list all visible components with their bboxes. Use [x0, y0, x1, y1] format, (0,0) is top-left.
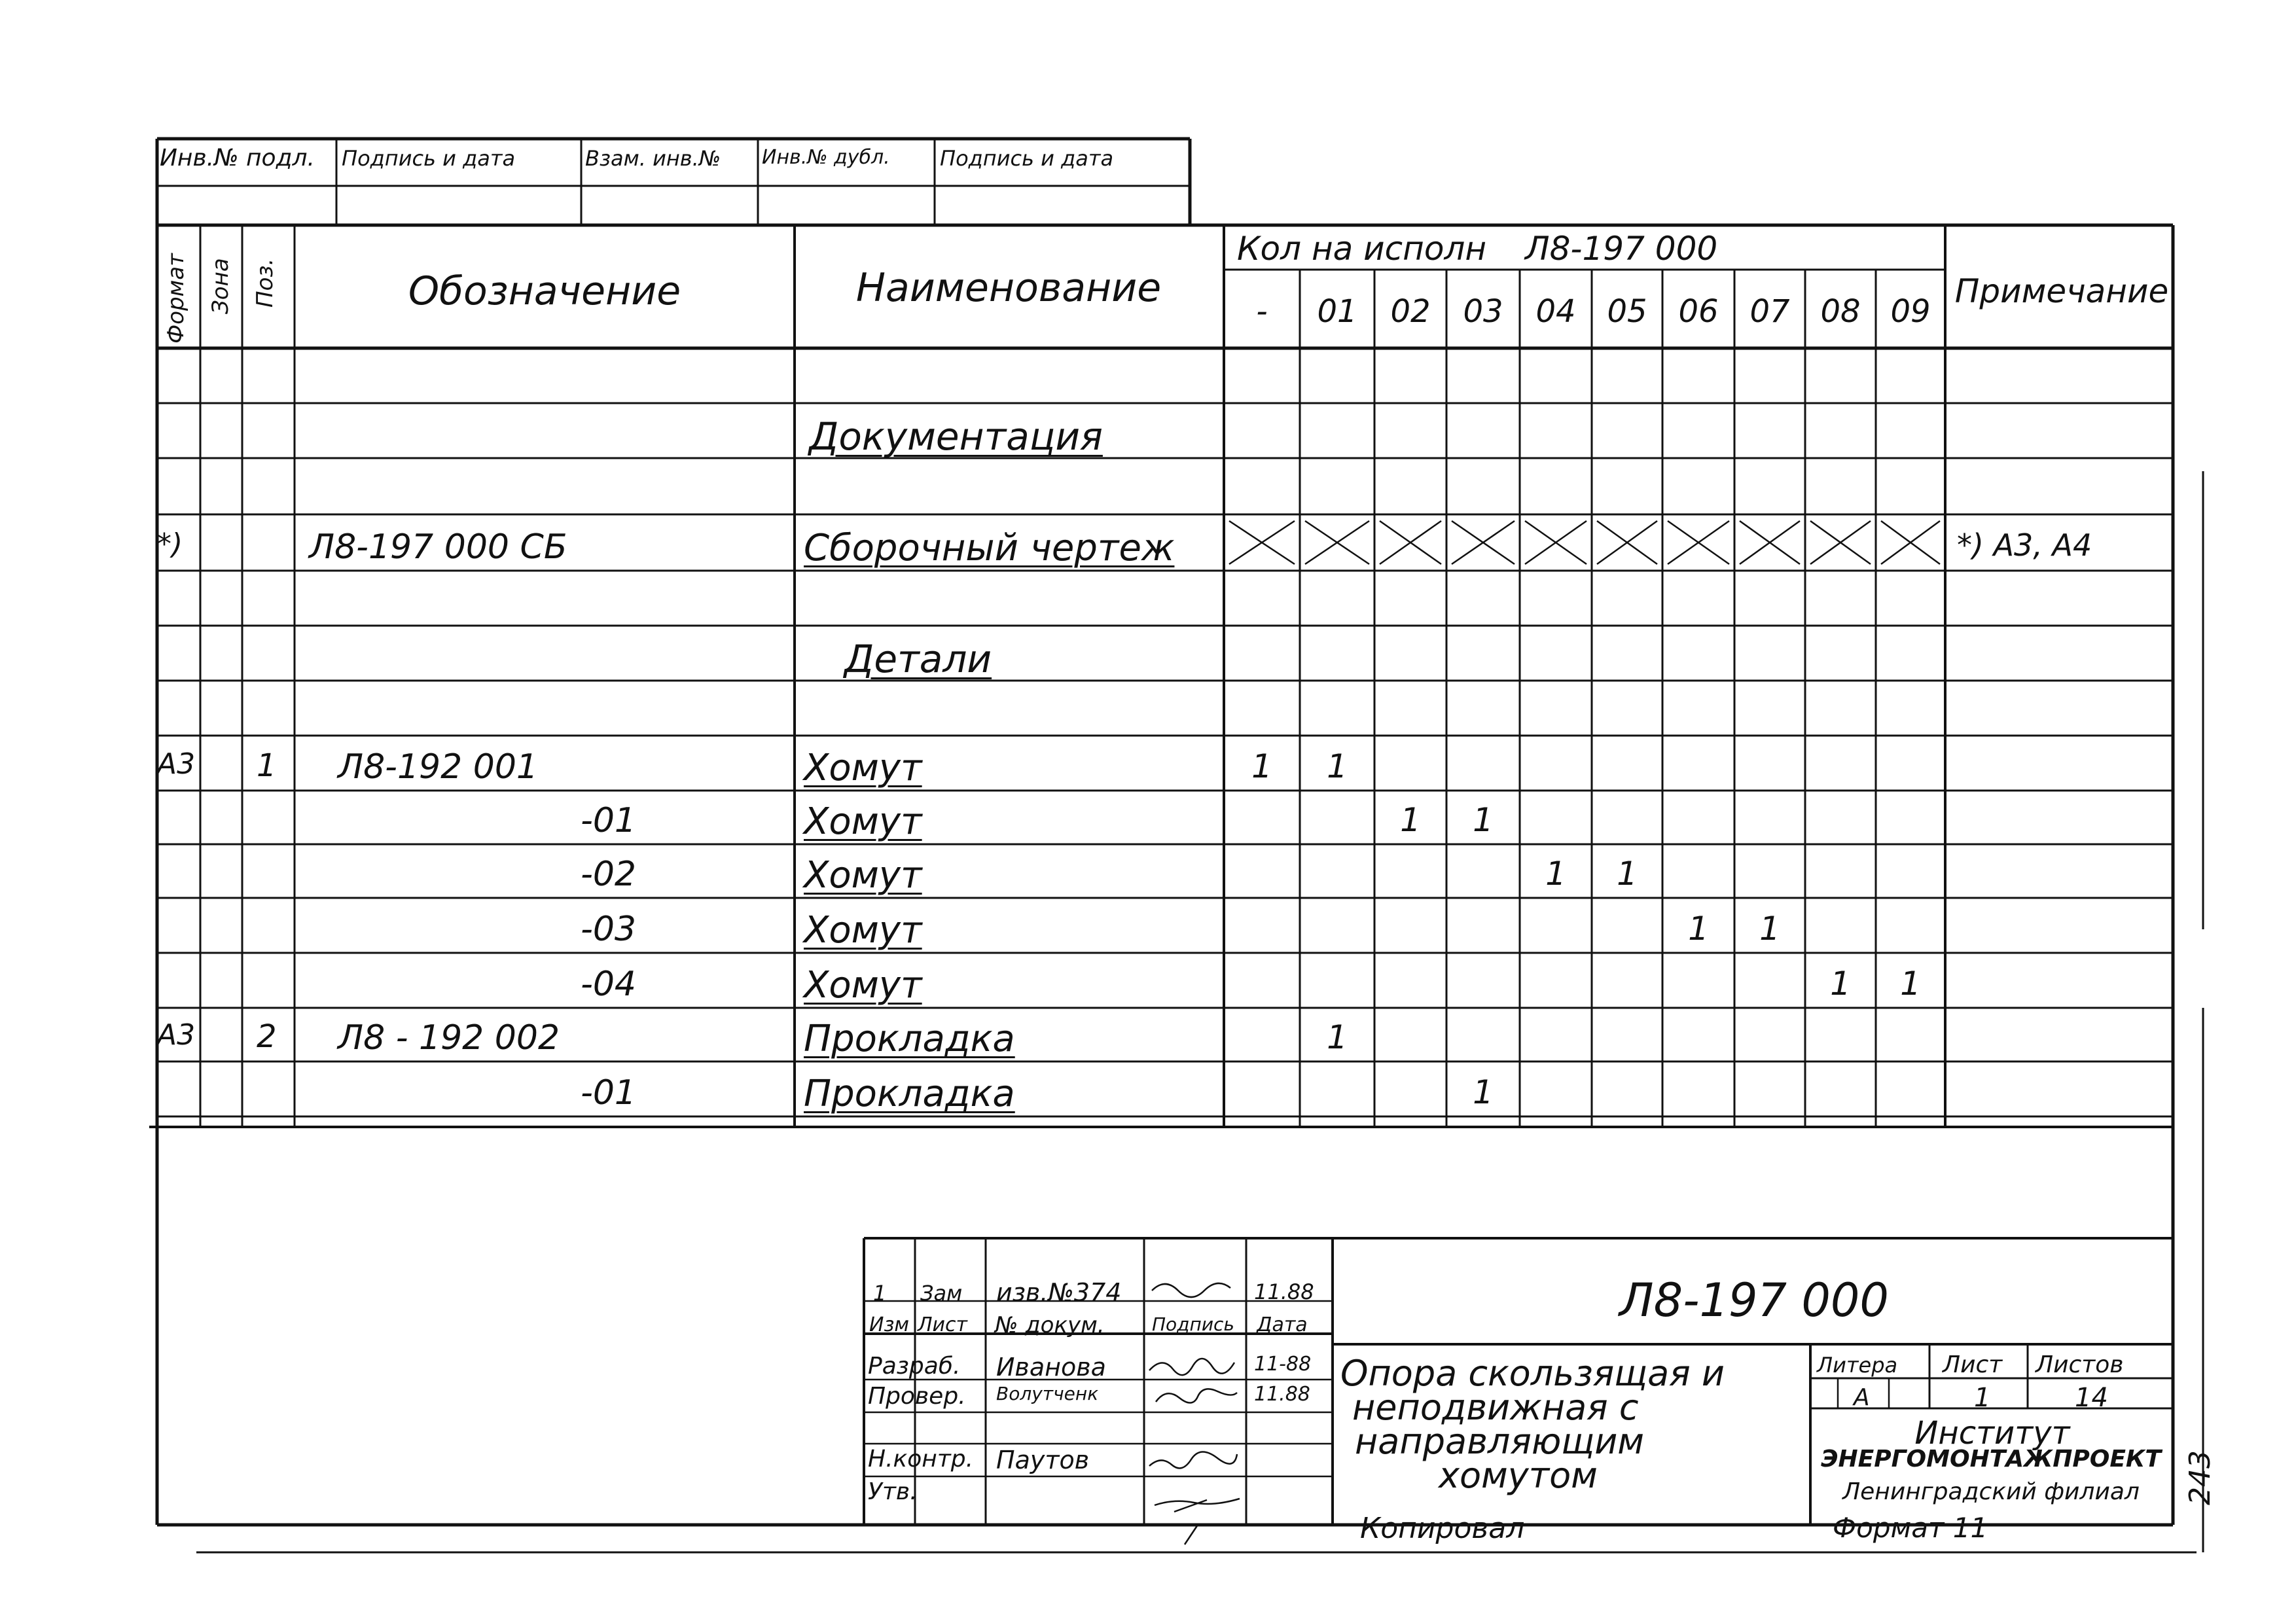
- signature-mark: [1185, 1525, 1198, 1544]
- cross-out-mark: [1740, 521, 1800, 564]
- product-name-line-4: хомутом: [1439, 1455, 1598, 1496]
- row-designation: -01: [581, 801, 636, 840]
- row-designation: Л8 - 192 002: [338, 1018, 560, 1058]
- row-name: Сборочный чертеж: [804, 527, 1175, 569]
- stamp-vzam-inv: Взам. инв.№: [585, 146, 721, 171]
- stamp-podpis-data-2: Подпись и дата: [940, 146, 1114, 171]
- product-name-line-2: неподвижная с: [1352, 1387, 1639, 1428]
- cross-out-mark: [1452, 521, 1515, 564]
- row-name: Хомут: [804, 909, 922, 952]
- variant-header: 03: [1463, 293, 1503, 330]
- header-oboznachenie: Обозначение: [408, 268, 681, 314]
- cross-out-mark: [1881, 521, 1940, 564]
- row-format: А3: [157, 1018, 196, 1052]
- variant-header: -: [1256, 293, 1268, 330]
- person-role: Разраб.: [868, 1353, 961, 1380]
- row-name: Хомут: [804, 854, 922, 897]
- org-line-3: Ленинградский филиал: [1842, 1478, 2140, 1505]
- stamp-inv-podl: Инв.№ подл.: [160, 145, 315, 171]
- row-format: А3: [157, 747, 196, 781]
- row-qty: 1: [1473, 1073, 1494, 1111]
- stamp-inv-dubl: Инв.№ дубл.: [762, 146, 890, 169]
- hdr-litera: Литера: [1817, 1353, 1898, 1378]
- product-name-line-1: Опора скользящая и: [1340, 1353, 1725, 1394]
- row-qty: 1: [1327, 747, 1348, 785]
- change-doc: изв.№374: [996, 1278, 1122, 1307]
- org-line-1: Институт: [1914, 1415, 2070, 1452]
- format-label: Формат 11: [1833, 1512, 1988, 1544]
- signature-mark: [1155, 1499, 1240, 1512]
- hdr-list: Лист: [918, 1313, 968, 1336]
- copied-label: Копировал: [1360, 1512, 1525, 1545]
- row-note: *) А3, А4: [1957, 527, 2092, 563]
- row-qty: 1: [1759, 910, 1780, 948]
- person-date: 11-88: [1254, 1353, 1312, 1376]
- person-date: 11.88: [1254, 1383, 1310, 1406]
- cross-out-mark: [1229, 521, 1295, 564]
- row-name: Документация: [809, 414, 1103, 459]
- row-qty: 1: [1830, 965, 1851, 1003]
- cross-out-mark: [1810, 521, 1871, 564]
- header-zona: Зона: [207, 258, 234, 314]
- stamp-podpis-data-1: Подпись и дата: [342, 146, 516, 171]
- row-qty: 1: [1400, 801, 1421, 839]
- row-designation: Л8-192 001: [338, 747, 538, 787]
- row-name: Детали: [844, 637, 992, 681]
- change-list: Зам: [920, 1281, 963, 1306]
- row-qty: 1: [1327, 1018, 1348, 1056]
- variant-header: 08: [1820, 293, 1861, 330]
- cross-out-mark: [1525, 521, 1587, 564]
- row-name: Хомут: [804, 747, 922, 789]
- row-designation: -02: [581, 855, 636, 894]
- hdr-podpis: Подпись: [1152, 1313, 1234, 1335]
- variant-header: 09: [1890, 293, 1931, 330]
- sheet-value: 1: [1974, 1383, 1991, 1413]
- cross-out-mark: [1380, 521, 1441, 564]
- person-role: Утв.: [868, 1478, 918, 1505]
- row-format: *): [157, 527, 183, 561]
- cross-out-marks: [1229, 521, 1940, 564]
- document-designation: Л8-197 000: [1619, 1274, 1889, 1327]
- hdr-data: Дата: [1257, 1313, 1308, 1336]
- row-qty: 1: [1900, 965, 1921, 1003]
- row-designation: -01: [581, 1073, 636, 1113]
- row-poz: 1: [257, 747, 277, 784]
- row-designation: -03: [581, 910, 636, 949]
- sheets-value: 14: [2075, 1383, 2108, 1413]
- variant-header: 06: [1678, 293, 1719, 330]
- signature-mark: [1156, 1389, 1237, 1402]
- change-izm: 1: [873, 1281, 887, 1306]
- row-qty: 1: [1251, 747, 1272, 785]
- litera-value: А: [1854, 1384, 1870, 1411]
- org-line-2: ЭНЕРГОМОНТАЖПРОЕКТ: [1821, 1446, 2161, 1472]
- row-name: Прокладка: [804, 1073, 1015, 1115]
- table-grid-lines: [149, 139, 2203, 1552]
- hdr-listov: Листов: [2036, 1351, 2124, 1378]
- signature-mark: [1149, 1359, 1234, 1375]
- variant-header: 02: [1390, 293, 1431, 330]
- row-qty: 1: [1473, 801, 1494, 839]
- hdr-doc: № докум.: [995, 1312, 1105, 1338]
- header-primechanie: Примечание: [1954, 272, 2169, 310]
- variant-header: 07: [1749, 293, 1790, 330]
- person-name: Иванова: [996, 1353, 1106, 1382]
- cross-out-mark: [1597, 521, 1657, 564]
- cross-out-mark: [1305, 521, 1369, 564]
- change-date: 11.88: [1254, 1279, 1314, 1304]
- hdr-izm: Изм: [869, 1313, 910, 1336]
- page-number: 243: [2183, 1450, 2217, 1505]
- person-role: Провер.: [868, 1383, 966, 1410]
- header-kol-na-ispoln: Кол на исполн: [1237, 230, 1487, 268]
- row-designation: Л8-197 000 СБ: [309, 527, 567, 567]
- header-kol-code: Л8-197 000: [1525, 230, 1718, 268]
- row-name: Хомут: [804, 964, 922, 1007]
- row-name: Прокладка: [804, 1018, 1015, 1060]
- variant-header: 05: [1607, 293, 1647, 330]
- signature-mark: [1149, 1452, 1237, 1468]
- cross-out-mark: [1668, 521, 1729, 564]
- row-poz: 2: [257, 1018, 277, 1055]
- product-name-line-3: направляющим: [1355, 1421, 1645, 1462]
- hdr-list-no: Лист: [1943, 1351, 2003, 1378]
- row-name: Хомут: [804, 800, 922, 843]
- row-qty: 1: [1688, 910, 1709, 948]
- person-role: Н.контр.: [868, 1446, 974, 1472]
- row-designation: -04: [581, 965, 636, 1004]
- variant-header: 01: [1317, 293, 1357, 330]
- row-qty: 1: [1545, 855, 1566, 893]
- row-qty: 1: [1617, 855, 1638, 893]
- person-name: Паутов: [996, 1446, 1090, 1474]
- variant-header: 04: [1535, 293, 1576, 330]
- header-format: Формат: [163, 253, 189, 344]
- header-poz: Поз.: [252, 258, 278, 308]
- person-name: Волутченк: [996, 1383, 1099, 1404]
- header-naimenovanie: Наименование: [855, 265, 1162, 311]
- signature-mark: [1152, 1283, 1230, 1297]
